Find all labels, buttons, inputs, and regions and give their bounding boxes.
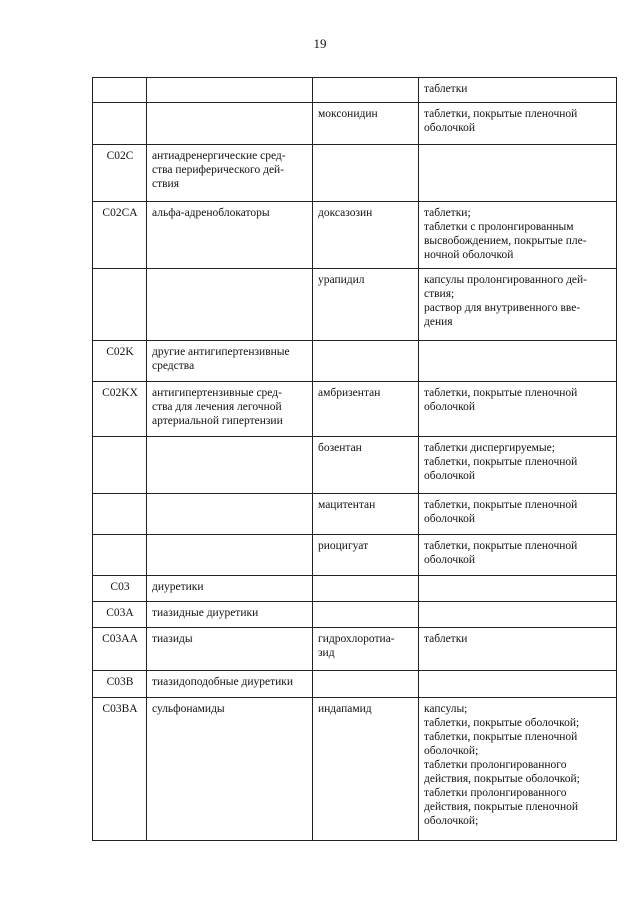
table-row [93, 698, 617, 841]
atc-code-cell: C02CA [93, 202, 147, 269]
atc-group-cell: сульфонамиды [147, 698, 313, 841]
atc-code-cell: C02K [93, 341, 147, 382]
drug-name-cell: гидрохлоротиа- зид [313, 628, 419, 671]
atc-group-cell [147, 103, 313, 145]
dosage-form-cell: таблетки [419, 628, 617, 671]
table-row [93, 145, 617, 202]
drug-name-cell [313, 576, 419, 602]
atc-code-cell: C03A [93, 602, 147, 628]
atc-group-cell [147, 78, 313, 103]
drug-name-cell: доксазозин [313, 202, 419, 269]
atc-code-cell: C02C [93, 145, 147, 202]
table-row [93, 576, 617, 602]
atc-code-cell: C03B [93, 671, 147, 698]
dosage-form-cell: таблетки, покрытые пленочной оболочкой [419, 494, 617, 535]
dosage-form-cell: таблетки, покрытые пленочной оболочкой [419, 382, 617, 437]
dosage-form-cell: таблетки, покрытые пленочной оболочкой [419, 535, 617, 576]
atc-code-cell [93, 269, 147, 341]
dosage-form-cell: таблетки, покрытые пленочной оболочкой [419, 103, 617, 145]
atc-code-cell [93, 78, 147, 103]
atc-group-cell [147, 437, 313, 494]
atc-group-cell: тиазиды [147, 628, 313, 671]
table-row [93, 602, 617, 628]
dosage-form-cell [419, 341, 617, 382]
dosage-form-cell [419, 671, 617, 698]
dosage-form-cell: таблетки [419, 78, 617, 103]
atc-group-cell: другие антигипертензивные средства [147, 341, 313, 382]
atc-group-cell [147, 494, 313, 535]
atc-group-cell: антиадренергические сред- ства периферического дей- ствия [147, 145, 313, 202]
drug-name-cell [313, 145, 419, 202]
atc-code-cell [93, 437, 147, 494]
atc-code-cell [93, 535, 147, 576]
drug-name-cell: мацитентан [313, 494, 419, 535]
drug-name-cell [313, 671, 419, 698]
dosage-form-cell: таблетки; таблетки с пролонгированным высвобождением, покрытые пле- ночной оболочкой [419, 202, 617, 269]
atc-code-cell [93, 494, 147, 535]
atc-group-cell [147, 269, 313, 341]
drug-name-cell: моксонидин [313, 103, 419, 145]
dosage-form-cell: таблетки диспергируемые; таблетки, покрытые пленочной оболочкой [419, 437, 617, 494]
dosage-form-cell [419, 602, 617, 628]
table-row [93, 437, 617, 494]
dosage-form-cell: капсулы пролонгированного дей- ствия; раствор для внутривенного вве- дения [419, 269, 617, 341]
atc-group-cell: диуретики [147, 576, 313, 602]
drug-name-cell: урапидил [313, 269, 419, 341]
atc-group-cell: тиазидные диуретики [147, 602, 313, 628]
drug-table [92, 77, 617, 841]
table-row [93, 78, 617, 103]
atc-code-cell: C02KX [93, 382, 147, 437]
atc-group-cell [147, 535, 313, 576]
table-row [93, 628, 617, 671]
atc-group-cell: антигипертензивные сред- ства для лечения легочной артериальной гипертензии [147, 382, 313, 437]
table-row [93, 202, 617, 269]
drug-name-cell: бозентан [313, 437, 419, 494]
drug-name-cell: амбризентан [313, 382, 419, 437]
drug-name-cell [313, 341, 419, 382]
atc-code-cell: C03BA [93, 698, 147, 841]
atc-code-cell [93, 103, 147, 145]
page-number: 19 [313, 36, 327, 51]
drug-name-cell: риоцигуат [313, 535, 419, 576]
table-row [93, 535, 617, 576]
atc-group-cell: тиазидоподобные диуретики [147, 671, 313, 698]
table-row [93, 494, 617, 535]
atc-code-cell: C03AA [93, 628, 147, 671]
table-row [93, 671, 617, 698]
table-row [93, 341, 617, 382]
drug-name-cell [313, 78, 419, 103]
dosage-form-cell [419, 145, 617, 202]
drug-name-cell [313, 602, 419, 628]
table-row [93, 382, 617, 437]
dosage-form-cell: капсулы; таблетки, покрытые оболочкой; таблетки, покрытые пленочной оболочкой; таблетки пролонгированного действия, покрытые оболочкой; таблетки пролонгированного действия, покрытые пленочной оболочкой; [419, 698, 617, 841]
atc-code-cell: C03 [93, 576, 147, 602]
table-row [93, 103, 617, 145]
drug-name-cell: индапамид [313, 698, 419, 841]
dosage-form-cell [419, 576, 617, 602]
table-row [93, 269, 617, 341]
atc-group-cell: альфа-адреноблокаторы [147, 202, 313, 269]
